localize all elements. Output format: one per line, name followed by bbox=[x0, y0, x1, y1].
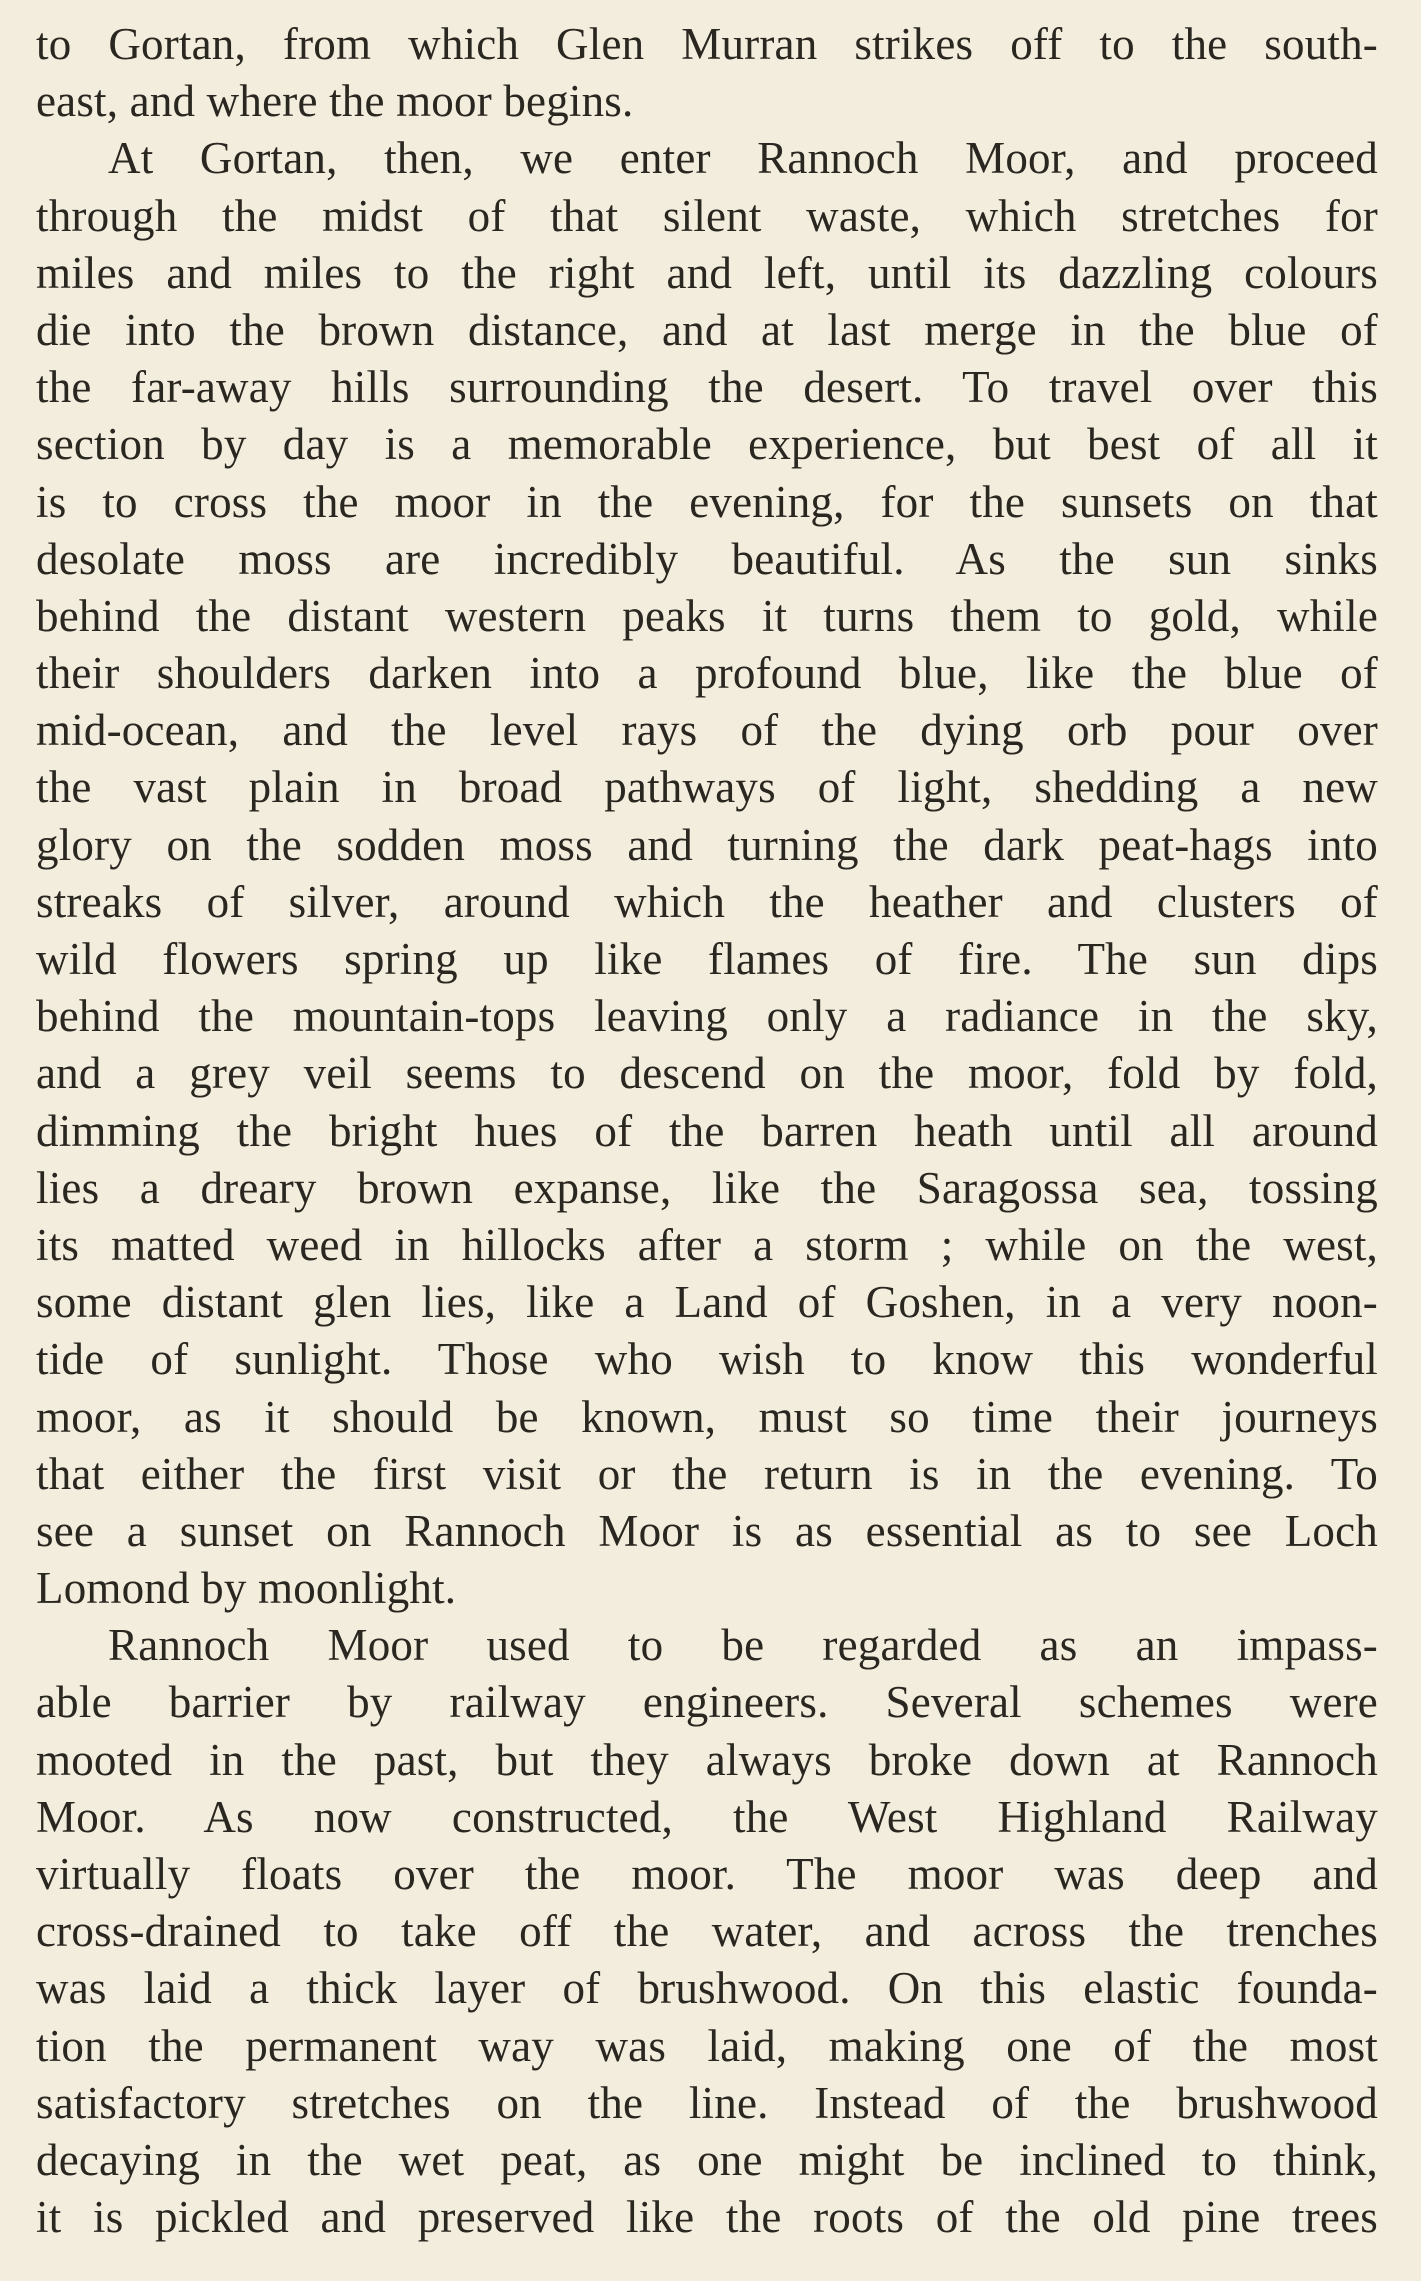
body-text bbox=[36, 16, 1378, 2246]
text-line: see a sunset on Rannoch Moor is as essential as to see Loch bbox=[36, 1505, 1378, 1556]
text-line: cross-drained to take off the water, and across the trenches bbox=[36, 1906, 1378, 1957]
text-line: decaying in the wet peat, as one might be inclined to think, bbox=[36, 2134, 1378, 2185]
text-line: miles and miles to the right and left, until its dazzling colours bbox=[36, 247, 1378, 298]
text-line: it is pickled and preserved like the roots of the old pine trees bbox=[36, 2192, 1378, 2243]
text-line: tion the permanent way was laid, making one of the most bbox=[36, 2020, 1378, 2071]
text-line: dimming the bright hues of the barren heath until all around bbox=[36, 1105, 1378, 1156]
text-line: satisfactory stretches on the line. Instead of the brushwood bbox=[36, 2077, 1378, 2128]
text-line: east, and where the moor begins. bbox=[36, 76, 634, 127]
text-line: moor, as it should be known, must so time their journeys bbox=[36, 1391, 1378, 1442]
text-line: tide of sunlight. Those who wish to know this wonderful bbox=[36, 1334, 1378, 1385]
text-line: some distant glen lies, like a Land of Goshen, in a very noon- bbox=[36, 1277, 1378, 1328]
paragraph-first-line: At Gortan, then, we enter Rannoch Moor, and proceed bbox=[108, 133, 1378, 184]
text-line: their shoulders darken into a profound blue, like the blue of bbox=[36, 648, 1378, 699]
text-line: through the midst of that silent waste, which stretches for bbox=[36, 190, 1378, 241]
text-line: that either the first visit or the return is in the evening. To bbox=[36, 1448, 1378, 1499]
text-line: is to cross the moor in the evening, for the sunsets on that bbox=[36, 476, 1378, 527]
text-line: virtually floats over the moor. The moor was deep and bbox=[36, 1849, 1378, 1899]
text-line: the far-away hills surrounding the desert. To travel over this bbox=[36, 362, 1378, 413]
paragraph-first-line: Rannoch Moor used to be regarded as an impass- bbox=[108, 1620, 1378, 1671]
text-line: was laid a thick layer of brushwood. On this elastic founda- bbox=[36, 1963, 1378, 2014]
text-line: able barrier by railway engineers. Several schemes were bbox=[36, 1677, 1378, 1728]
text-line: mid-ocean, and the level rays of the dying orb pour over bbox=[36, 705, 1378, 756]
text-line: streaks of silver, around which the heather and clusters of bbox=[36, 876, 1378, 927]
text-line: desolate moss are incredibly beautiful. As the sun sinks bbox=[36, 533, 1378, 584]
text-line: behind the distant western peaks it turns them to gold, while bbox=[36, 590, 1378, 641]
text-line: Moor. As now constructed, the West Highland Railway bbox=[36, 1791, 1378, 1842]
text-line: to Gortan, from which Glen Murran strikes off to the south- bbox=[36, 19, 1378, 69]
text-line: wild flowers spring up like flames of fire. The sun dips bbox=[36, 934, 1378, 984]
text-line: its matted weed in hillocks after a storm ; while on the west, bbox=[36, 1219, 1378, 1270]
text-line: mooted in the past, but they always broke down at Rannoch bbox=[36, 1734, 1378, 1785]
text-line: section by day is a memorable experience, but best of all it bbox=[36, 419, 1378, 470]
text-line: lies a dreary brown expanse, like the Saragossa sea, tossing bbox=[36, 1162, 1378, 1213]
text-line: die into the brown distance, and at last merge in the blue of bbox=[36, 304, 1378, 355]
text-line: glory on the sodden moss and turning the dark peat-hags into bbox=[36, 819, 1378, 870]
text-line: Lomond by moonlight. bbox=[36, 1563, 457, 1614]
text-line: the vast plain in broad pathways of light, shedding a new bbox=[36, 762, 1378, 813]
text-line: behind the mountain-tops leaving only a radiance in the sky, bbox=[36, 991, 1378, 1042]
text-line: and a grey veil seems to descend on the moor, fold by fold, bbox=[36, 1048, 1378, 1099]
